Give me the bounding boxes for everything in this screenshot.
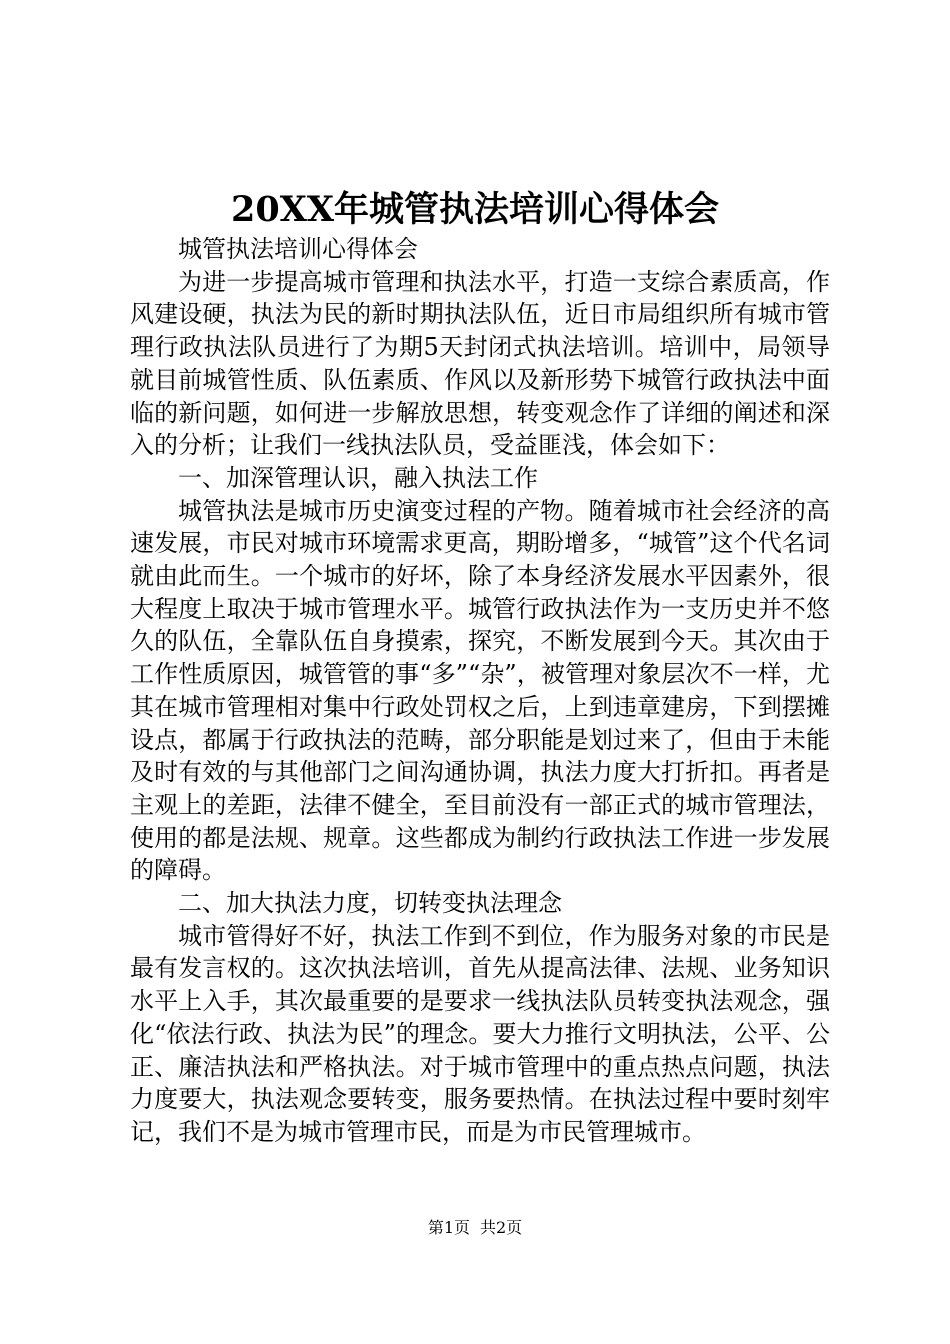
page-total: 共2页 [480, 1218, 523, 1237]
document-body [130, 233, 830, 1149]
section-1-paragraph: 城管执法是城市历史演变过程的产物。随着城市社会经济的高速发展，市民对城市环境需求更高，期盼增多，“城管”这个代名词就由此而生。一个城市的好坏，除了本身经济发展水平因素外，很大程度上取决于城市管理水平。城管行政执法作为一支历史并不悠久的队伍，全靠队伍自身摸索，探究，不断发展到今天。其次由于工作性质原因，城管管的事“多”“杂”，被管理对象层次不一样，尤其在城市管理相对集中行政处罚权之后，上到违章建房，下到摆摊设点，都属于行政执法的范畴，部分职能是划过来了，但由于未能及时有效的与其他部门之间沟通协调，执法力度大打折扣。再者是主观上的差距，法律不健全，至目前没有一部正式的城市管理法，使用的都是法规、规章。这些都成为制约行政执法工作进一步发展的障碍。 [130, 496, 830, 885]
section-2-paragraph: 城市管得好不好，执法工作到不到位，作为服务对象的市民是最有发言权的。这次执法培训，首先从提高法律、法规、业务知识水平上入手，其次最重要的是要求一线执法队员转变执法观念，强化“依法行政、执法为民”的理念。要大力推行文明执法，公平、公正、廉洁执法和严格执法。对于城市管理中的重点热点问题，执法力度要大，执法观念要转变，服务要热情。在执法过程中要时刻牢记，我们不是为城市管理市民，而是为市民管理城市。 [130, 921, 830, 1146]
document-title: 20XX年城管执法培训心得体会 [230, 189, 720, 230]
page-number: 第1页 [427, 1218, 470, 1237]
subtitle-paragraph: 城管执法培训心得体会 [178, 235, 418, 263]
section-heading-1: 一、加深管理认识，融入执法工作 [178, 463, 538, 492]
page-footer [0, 1216, 950, 1240]
intro-paragraph: 为进一步提高城市管理和执法水平，打造一支综合素质高，作风建设硬，执法为民的新时期执法队伍，近日市局组织所有城市管理行政执法队员进行了为期5天封闭式执法培训。培训中，局领导就目前城管性质、队伍素质、作风以及新形势下城管行政执法中面临的新问题，如何进一步解放思想，转变观念作了详细的阐述和深入的分析；让我们一线执法队员，受益匪浅，体会如下： [130, 267, 830, 460]
section-heading-2: 二、加大执法力度，切转变执法理念 [178, 889, 562, 918]
